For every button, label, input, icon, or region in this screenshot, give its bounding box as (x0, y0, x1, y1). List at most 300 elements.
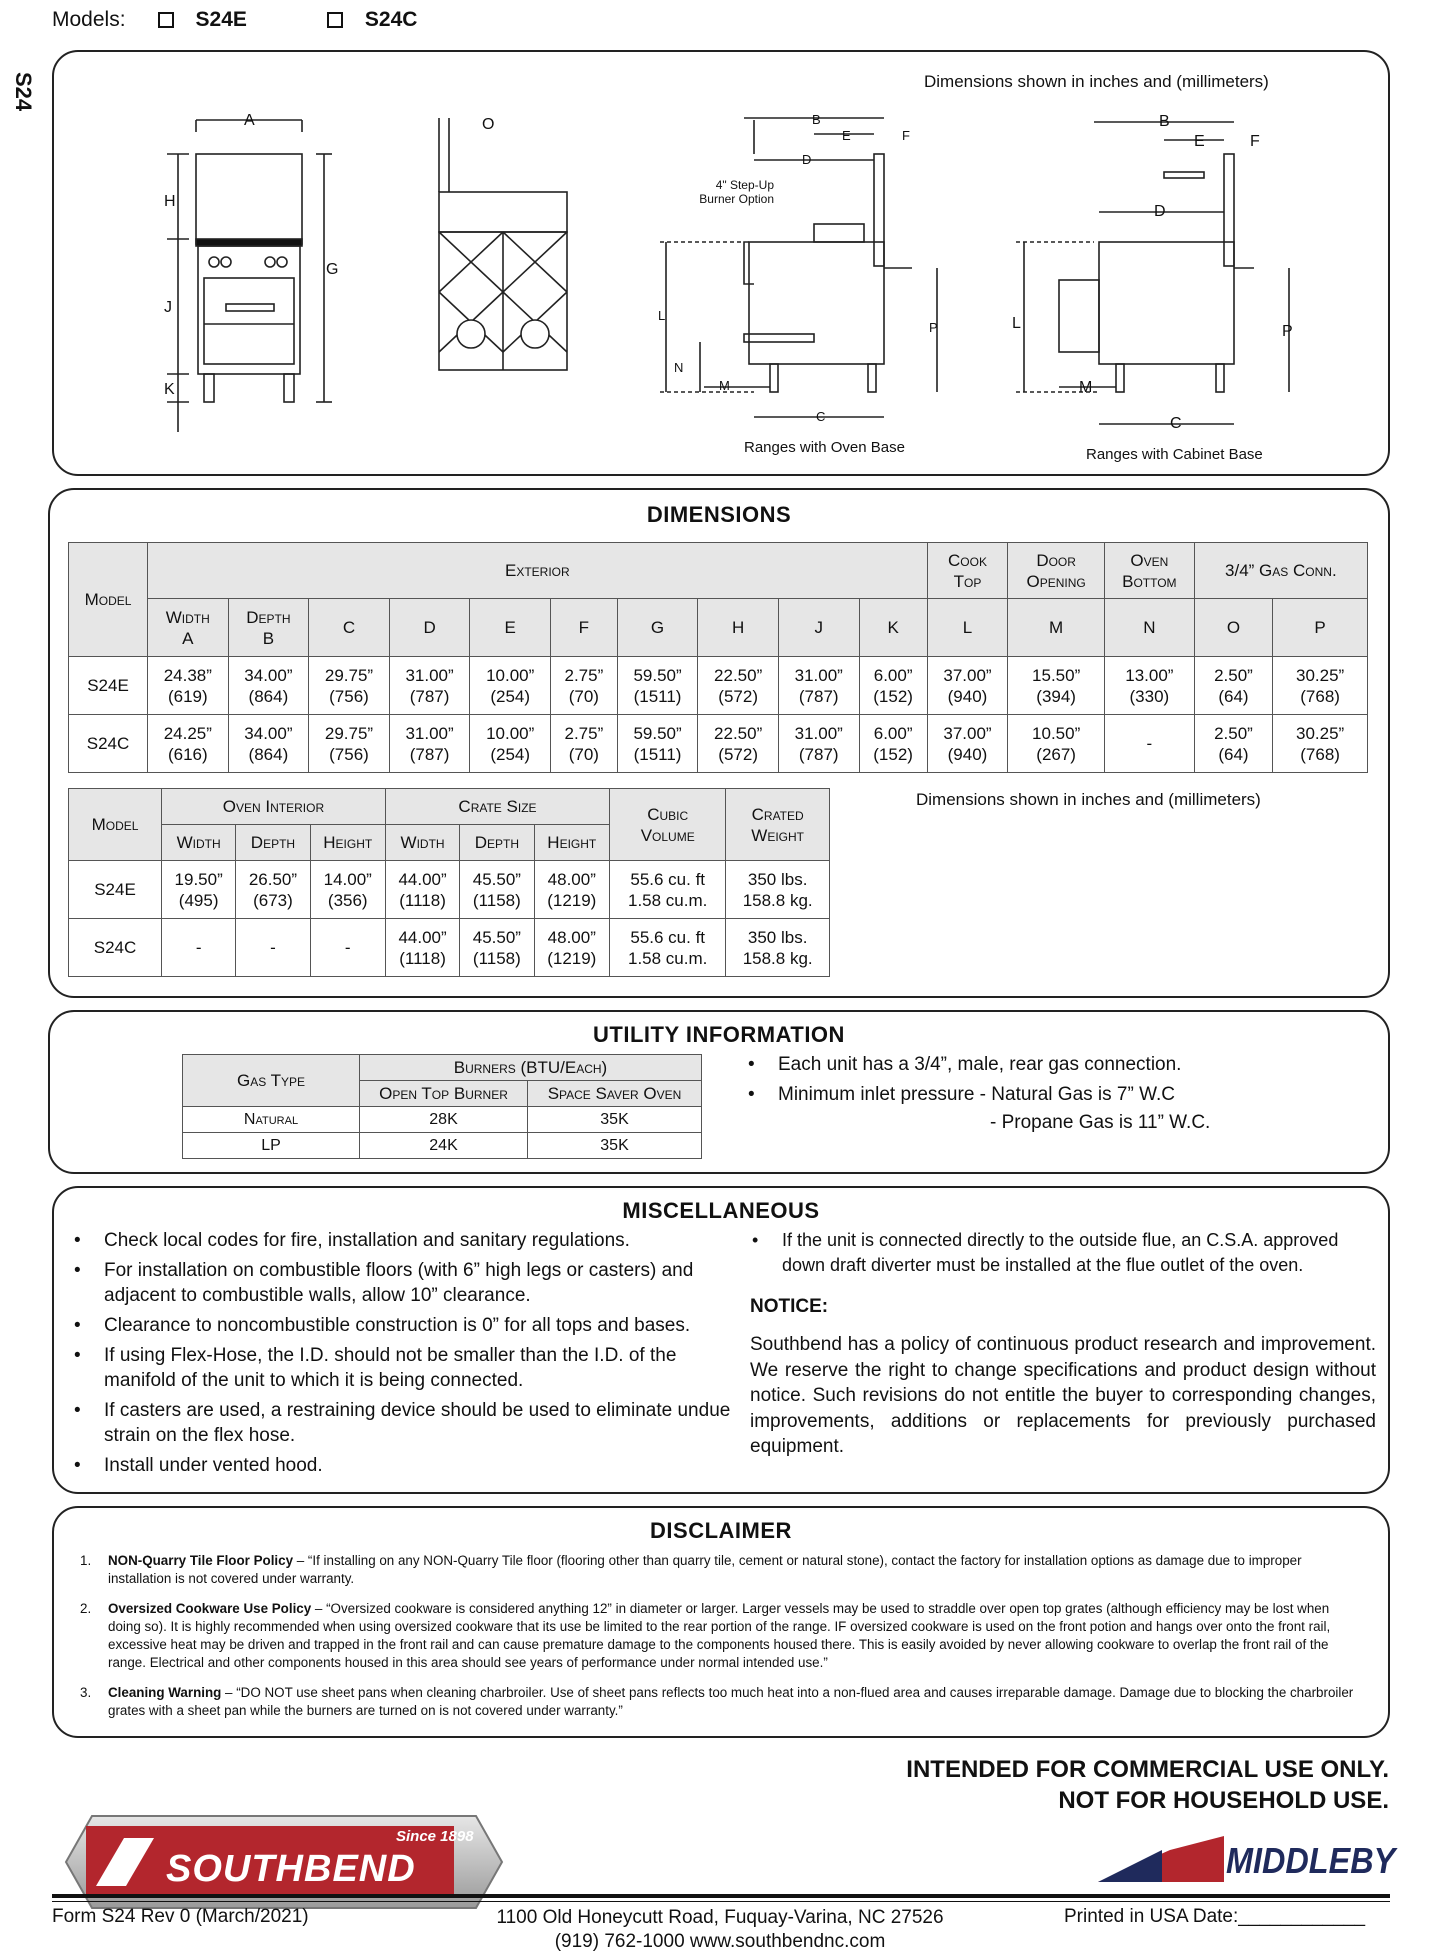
disclaimer-text: – “DO NOT use sheet pans when cleaning charbroiler. Use of sheet pans reflects too much heat into a non-flued area and causes irreparable damage. Damage due to blocking the charbroiler grates with a sheet pan while the burners are turned on is not covered under warranty.” (108, 1685, 1354, 1718)
burners-header: Burners (BTU/Each) (360, 1055, 702, 1081)
weight-line-2: Weight (751, 825, 805, 845)
oven-interior-header: Oven Interior (162, 789, 386, 825)
cubic-line-1: Cubic (647, 804, 689, 824)
oven-sub-header: Height (534, 825, 610, 861)
cell-line: (1511) (633, 744, 682, 764)
cell-line: 30.25” (1295, 723, 1345, 743)
col-sub-header (309, 599, 390, 657)
model-cell: S24C (69, 715, 148, 773)
oven-col-model-header: Model (69, 789, 162, 861)
cell-line: N (1143, 618, 1156, 637)
dimension-cell (148, 715, 229, 773)
col-sub-header (778, 599, 859, 657)
utility-bullet-gas-connection: • Each unit has a 3/4”, male, rear gas connection. (742, 1052, 1362, 1077)
model-cell: S24E (69, 657, 148, 715)
front-view-drawing (167, 120, 332, 432)
oven-crate-cell (162, 919, 236, 977)
cell-line: H (732, 618, 745, 637)
utility-bullets (742, 1052, 1362, 1107)
col-sub-header (617, 599, 698, 657)
oven-crate-row (69, 861, 830, 919)
gas-type-cell: LP (183, 1133, 360, 1159)
cell-line: 30.25” (1295, 665, 1345, 685)
notice-title: NOTICE: (750, 1296, 829, 1317)
crated-weight-header (726, 789, 830, 861)
cell-line: 10.00” (486, 723, 535, 743)
oven-crate-row (69, 919, 830, 977)
inlet-pressure-propane: - Propane Gas is 11” W.C. (990, 1112, 1211, 1133)
dimension-cell (309, 657, 390, 715)
col-cook-top-header (927, 543, 1008, 599)
oven-crate-cell (236, 861, 310, 919)
disclaimer-head: NON-Quarry Tile Floor Policy (108, 1553, 294, 1568)
cell-line: (394) (1036, 686, 1076, 706)
cell-line: - (344, 938, 351, 957)
cell-line: (70) (568, 686, 599, 706)
dimensions-title: DIMENSIONS (646, 502, 792, 527)
oven-sub-header: Depth (236, 825, 310, 861)
side-tag: S24 (11, 72, 36, 112)
disclaimer-head: Oversized Cookware Use Policy (108, 1601, 312, 1616)
cell-line: 48.00” (547, 927, 596, 947)
col-sub-header (859, 599, 927, 657)
misc-panel (52, 1186, 1390, 1494)
cell-line: 59.50” (633, 723, 682, 743)
disclaimer-num: 2. (80, 1601, 92, 1616)
oven-sub-header: Width (162, 825, 236, 861)
col-sub-header (1273, 599, 1368, 657)
diagram-note: Dimensions shown in inches and (millimeters) (924, 72, 1269, 91)
misc-item: • If using Flex-Hose, the I.D. should not be smaller than the I.D. of the manifold of the unit to which it is being connected. (68, 1343, 740, 1393)
dim-letter-n: N (674, 360, 684, 375)
dim-letter-j: J (164, 299, 172, 316)
cell-line: 6.00” (873, 665, 913, 685)
oven-crate-cell (310, 919, 385, 977)
cell-line: 34.00” (244, 723, 293, 743)
misc-item: • Check local codes for fire, installation and sanitary regulations. (68, 1228, 740, 1253)
oven-cell: 35K (528, 1107, 702, 1133)
cell-line: O (1226, 618, 1241, 637)
cell-line: 31.00” (405, 665, 454, 685)
dimension-cell (1273, 657, 1368, 715)
disclaimer-list (54, 1552, 1364, 1732)
model-s24c-label: S24C (364, 8, 418, 31)
col-sub-header (470, 599, 551, 657)
cell-line: Width (165, 607, 210, 627)
dim-letter-g: G (326, 261, 339, 278)
col-model-header: Model (69, 543, 148, 657)
address-line: 1100 Old Honeycutt Road, Fuquay-Varina, NC 27526 (496, 1907, 944, 1928)
oven-cell: 35K (528, 1133, 702, 1159)
cell-line: (787) (798, 686, 839, 706)
cell-line: 2.75” (564, 723, 604, 743)
cell-line: 158.8 kg. (742, 948, 813, 968)
oven-bottom-line-2: Bottom (1122, 571, 1177, 591)
cell-line: 1.58 cu.m. (628, 890, 708, 910)
disclaimer-head: Cleaning Warning (108, 1685, 222, 1700)
cell-line: A (182, 628, 194, 648)
cell-line: B (262, 628, 275, 648)
col-exterior-header: Exterior (148, 543, 928, 599)
col-door-opening-header (1008, 543, 1105, 599)
cell-line: 29.75” (324, 723, 374, 743)
open-top-cell: 28K (360, 1107, 528, 1133)
cell-line: Depth (246, 607, 291, 627)
dim-letter-p1: P (929, 320, 938, 335)
cell-line: (267) (1036, 744, 1076, 764)
dimension-cell (859, 715, 927, 773)
disclaimer-item (54, 1552, 1364, 1588)
col-sub-header (228, 599, 309, 657)
dim-letter-m2: M (1079, 379, 1093, 396)
dimension-cell (698, 657, 779, 715)
commercial-use-notice (906, 1754, 1389, 1816)
cell-line: (64) (1218, 686, 1249, 706)
dimension-cell (778, 657, 859, 715)
cell-line: 31.00” (794, 665, 843, 685)
disclaimer-item (54, 1600, 1364, 1672)
dimension-cell (1008, 715, 1105, 773)
cell-line: L (962, 618, 973, 637)
oven-crate-cell (534, 919, 610, 977)
inlet-pressure-natural: Minimum inlet pressure - Natural Gas is 7” W.C (778, 1084, 1175, 1105)
dimension-cell (550, 715, 617, 773)
misc-title: MISCELLANEOUS (622, 1198, 820, 1223)
cell-line: (616) (167, 744, 208, 764)
oven-crate-cell (534, 861, 610, 919)
cell-line: 22.50” (714, 723, 763, 743)
cell-line: (1118) (399, 948, 446, 968)
cell-line: (1219) (547, 948, 597, 968)
model-s24e-label: S24E (195, 8, 247, 31)
cell-line: M (1049, 618, 1064, 637)
cubic-volume-header (610, 789, 726, 861)
oven-crate-cell (726, 861, 830, 919)
misc-item: • For installation on combustible floors (with 6” high legs or casters) and adjacent to combustible walls, allow 10” clearance. (68, 1258, 740, 1308)
range-diagrams (54, 52, 1388, 474)
commercial-line-1: INTENDED FOR COMMERCIAL USE ONLY. (906, 1756, 1389, 1783)
dimension-cell (698, 715, 779, 773)
crate-size-header: Crate Size (385, 789, 609, 825)
oven-crate-cell (385, 861, 459, 919)
cell-line: (864) (248, 686, 289, 706)
cell-line: 24.25” (163, 723, 212, 743)
cell-line: 45.50” (472, 869, 521, 889)
dimension-cell (1194, 657, 1272, 715)
models-label: Models: (52, 8, 126, 31)
gas-row-natural (183, 1107, 702, 1133)
cell-line: 14.00” (323, 869, 372, 889)
cell-line: 26.50” (248, 869, 298, 889)
cell-line: (768) (1300, 686, 1340, 706)
dimension-cell (550, 657, 617, 715)
cell-line: 2.50” (1214, 665, 1253, 685)
dimension-cell (927, 657, 1008, 715)
cell-line: P (1314, 618, 1326, 637)
col-sub-header (550, 599, 617, 657)
cell-line: (673) (253, 890, 293, 910)
cell-line: 13.00” (1125, 665, 1174, 685)
oven-crate-cell (310, 861, 385, 919)
gas-type-table (182, 1054, 702, 1159)
dimension-cell (1008, 657, 1105, 715)
cell-line: 34.00” (244, 665, 293, 685)
door-opening-line-1: Door (1036, 550, 1076, 570)
cell-line: (756) (329, 686, 369, 706)
dim-letter-f2: F (1250, 133, 1260, 150)
cell-line: (330) (1129, 686, 1170, 706)
cell-line: 19.50” (174, 869, 223, 889)
col-sub-header (389, 599, 470, 657)
cook-top-line-2: Top (953, 571, 982, 591)
step-up-line-2: Burner Option (699, 192, 774, 206)
cell-line: (254) (490, 686, 531, 706)
top-view-drawing (439, 118, 567, 370)
commercial-line-2: NOT FOR HOUSEHOLD USE. (1058, 1787, 1389, 1814)
cell-line: (756) (329, 744, 369, 764)
cubic-line-2: Volume (640, 825, 695, 845)
dim-letter-e1: E (842, 128, 851, 143)
oven-crate-cell (162, 861, 236, 919)
printed-date: Printed in USA Date:____________ (1064, 1906, 1366, 1927)
cell-line: 10.50” (1032, 723, 1081, 743)
oven-sub-header: Width (385, 825, 459, 861)
utility-panel (48, 1010, 1390, 1174)
dimension-cell (859, 657, 927, 715)
cell-line: - (195, 938, 202, 957)
dim-letter-d1: D (802, 152, 812, 167)
cell-line: (940) (947, 686, 988, 706)
dimension-cell (389, 657, 470, 715)
misc-flue-item: • If the unit is connected directly to the outside flue, an C.S.A. approved down draft diverter must be installed at the flue outlet of the oven. (746, 1228, 1376, 1278)
misc-item: • If casters are used, a restraining device should be used to eliminate undue strain on the flex hose. (68, 1398, 740, 1448)
cell-line: K (887, 618, 899, 637)
dim-letter-l1: L (658, 308, 666, 323)
brand-name: SOUTHBEND (166, 1848, 416, 1890)
cell-line: 22.50” (714, 665, 763, 685)
model-cell: S24E (69, 861, 162, 919)
notice-text: Southbend has a policy of continuous product research and improvement. We reserve the right to change specifications and product design without notice. Such revisions do not entitle the buyer to corresponding changes, improvements, additions or replacements for previously purchased equipment. (750, 1334, 1376, 1457)
misc-item: • Clearance to noncombustible construction is 0” for all tops and bases. (68, 1313, 740, 1338)
cell-line: (619) (167, 686, 208, 706)
dimensions-row (69, 657, 1368, 715)
dimension-cell (1104, 657, 1194, 715)
cell-line: (495) (178, 890, 219, 910)
cell-line: (1118) (399, 890, 446, 910)
cell-line: 2.50” (1214, 723, 1253, 743)
dimensions-panel (48, 488, 1390, 998)
cell-line: (70) (568, 744, 599, 764)
cabinet-base-side-drawing (1016, 122, 1289, 424)
weight-line-1: Crated (751, 804, 804, 824)
phone-web-line: (919) 762-1000 www.southbendnc.com (554, 1931, 886, 1952)
cell-line: 44.00” (398, 869, 447, 889)
middleby-mark (1098, 1836, 1228, 1884)
cell-line: 55.6 cu. ft (630, 869, 706, 889)
cell-line: (64) (1218, 744, 1249, 764)
dimension-cell (470, 715, 551, 773)
misc-item: • Install under vented hood. (68, 1453, 740, 1478)
step-up-label (654, 178, 774, 206)
exterior-dimensions-table (68, 542, 1368, 773)
oven-crate-table (68, 788, 830, 977)
cell-line: (787) (798, 744, 839, 764)
southbend-logo (62, 1810, 506, 1914)
col-sub-header (148, 599, 229, 657)
dim-letter-m1: M (719, 378, 730, 393)
cell-line: 31.00” (405, 723, 454, 743)
dimension-cell (1273, 715, 1368, 773)
dimension-cell (1194, 715, 1272, 773)
cell-line: 31.00” (794, 723, 843, 743)
oven-crate-cell (460, 861, 534, 919)
oven-bottom-line-1: Oven (1130, 550, 1169, 570)
cell-line: F (578, 618, 590, 637)
col-gas-conn-header: 3/4” Gas Conn. (1194, 543, 1367, 599)
cell-line: 2.75” (564, 665, 604, 685)
cell-line: (787) (409, 686, 450, 706)
utility-title: UTILITY INFORMATION (593, 1022, 845, 1047)
dim-letter-o: O (482, 116, 495, 133)
cell-line: (254) (490, 744, 531, 764)
cell-line: (787) (409, 744, 450, 764)
cell-line: (1219) (547, 890, 597, 910)
cell-line: E (504, 618, 516, 637)
model-checkbox-s24c[interactable] (327, 12, 343, 28)
cell-line: (940) (947, 744, 988, 764)
dim-letter-d2: D (1154, 203, 1166, 220)
disclaimer-item (54, 1684, 1364, 1720)
oven-crate-cell (236, 919, 310, 977)
gas-type-header: Gas Type (183, 1055, 360, 1107)
dimension-cell (927, 715, 1008, 773)
oven-sub-header: Height (310, 825, 385, 861)
cell-line: 15.50” (1032, 665, 1081, 685)
utility-bullet-inlet-pressure (742, 1082, 1362, 1107)
cell-line: (356) (327, 890, 368, 910)
oven-crate-cell (460, 919, 534, 977)
since-1898: Since 1898 (396, 1828, 474, 1845)
cell-line: 6.00” (873, 723, 913, 743)
cell-line: (152) (873, 744, 913, 764)
dimension-cell (148, 657, 229, 715)
space-saver-header: Space Saver Oven (528, 1081, 702, 1107)
step-up-line-1: 4" Step-Up (715, 178, 774, 192)
dimension-cell (470, 657, 551, 715)
misc-right-list (746, 1228, 1376, 1283)
misc-left-list (68, 1228, 740, 1483)
col-sub-header (927, 599, 1008, 657)
disclaimer-num: 3. (80, 1685, 92, 1700)
footer-rule-thin (52, 1901, 1390, 1902)
gas-row-lp (183, 1133, 702, 1159)
cell-line: 37.00” (943, 723, 992, 743)
dim-letter-c2: C (1170, 415, 1182, 432)
dimension-cell (309, 715, 390, 773)
model-checkbox-s24e[interactable] (158, 12, 174, 28)
form-number: Form S24 Rev 0 (March/2021) (52, 1906, 309, 1927)
cell-line: - (270, 938, 276, 957)
cell-line: (1511) (633, 686, 682, 706)
cell-line: 44.00” (398, 927, 447, 947)
oven-crate-cell (726, 919, 830, 977)
middleby-name: MIDDLEBY (1226, 1840, 1396, 1881)
dimension-cell (228, 715, 309, 773)
disclaimer-text: – “Oversized cookware is considered anything 12” in diameter or larger. Larger vessels may be used to straddle over open top grates (although efficiency may be lost when doing so). It is highly recommended when using oversized cookware that its use be limited to the rear portion of the range. IF oversized cookware is used on the front potion and hangs over onto the front rail, excessive heat may be driven and trapped in the front rail and can cause premature damage to the components housed there. This is easily avoided by never allowing cookware to overlap the front rail of the range. Electrical and other components housed in this area should see years of performance under normal intended use.” (108, 1601, 1331, 1670)
dim-letter-l2: L (1012, 315, 1021, 332)
col-sub-header (1104, 599, 1194, 657)
disclaimer-panel (52, 1506, 1390, 1738)
cell-line: (768) (1300, 744, 1340, 764)
dimension-cell (778, 715, 859, 773)
cell-line: - (1146, 734, 1153, 753)
cell-line: 350 lbs. (747, 927, 808, 947)
oven-sub-header: Depth (460, 825, 534, 861)
disclaimer-text: – “If installing on any NON-Quarry Tile floor (flooring other than quarry tile, cement or natural stone), contact the factory for installation options as damage due to improper installation is not covered under warranty. (108, 1553, 1302, 1586)
cell-line: J (814, 618, 823, 637)
dimension-cell (1104, 715, 1194, 773)
dim-letter-b1: B (812, 112, 821, 127)
company-address (480, 1906, 960, 1954)
cell-line: (1158) (472, 890, 521, 910)
dim-letter-b2: B (1159, 113, 1170, 130)
dimensions-row (69, 715, 1368, 773)
cell-line: C (342, 618, 356, 637)
dimension-cell (617, 715, 698, 773)
col-sub-header (1008, 599, 1105, 657)
oven-crate-cell (610, 919, 726, 977)
open-top-header: Open Top Burner (360, 1081, 528, 1107)
cell-line: 24.38” (163, 665, 212, 685)
col-sub-header (698, 599, 779, 657)
diagram-panel (52, 50, 1390, 476)
oven-crate-cell (385, 919, 459, 977)
gas-type-cell: Natural (183, 1107, 360, 1133)
dim-letter-e2: E (1194, 133, 1205, 150)
cell-line: 45.50” (472, 927, 521, 947)
col-sub-header (1194, 599, 1272, 657)
cell-line: 10.00” (486, 665, 535, 685)
dim-letter-h: H (164, 193, 176, 210)
oven-base-caption: Ranges with Oven Base (744, 439, 905, 456)
open-top-cell: 24K (360, 1133, 528, 1159)
cell-line: 29.75” (324, 665, 374, 685)
cell-line: 158.8 kg. (742, 890, 813, 910)
models-header (52, 8, 417, 32)
dim-letter-k: K (164, 381, 175, 398)
cell-line: 48.00” (547, 869, 596, 889)
dimension-cell (389, 715, 470, 773)
cell-line: (864) (248, 744, 289, 764)
disclaimer-title: DISCLAIMER (650, 1518, 792, 1543)
cell-line: 55.6 cu. ft (630, 927, 706, 947)
cell-line: 37.00” (943, 665, 992, 685)
footer-rule (52, 1894, 1390, 1898)
dim-letter-c1: C (816, 409, 826, 424)
cell-line: 1.58 cu.m. (628, 948, 708, 968)
dimension-cell (617, 657, 698, 715)
cell-line: (572) (718, 744, 758, 764)
cabinet-base-caption: Ranges with Cabinet Base (1086, 446, 1263, 463)
oven-base-side-drawing (660, 118, 937, 417)
dimensions-note: Dimensions shown in inches and (millimeters) (916, 790, 1261, 809)
dim-letter-a: A (244, 112, 255, 129)
dim-letter-f1: F (902, 128, 910, 143)
cell-line: G (650, 618, 665, 637)
door-opening-line-2: Opening (1026, 571, 1086, 591)
middleby-logo (1098, 1836, 1396, 1886)
cell-line: (1158) (472, 948, 521, 968)
